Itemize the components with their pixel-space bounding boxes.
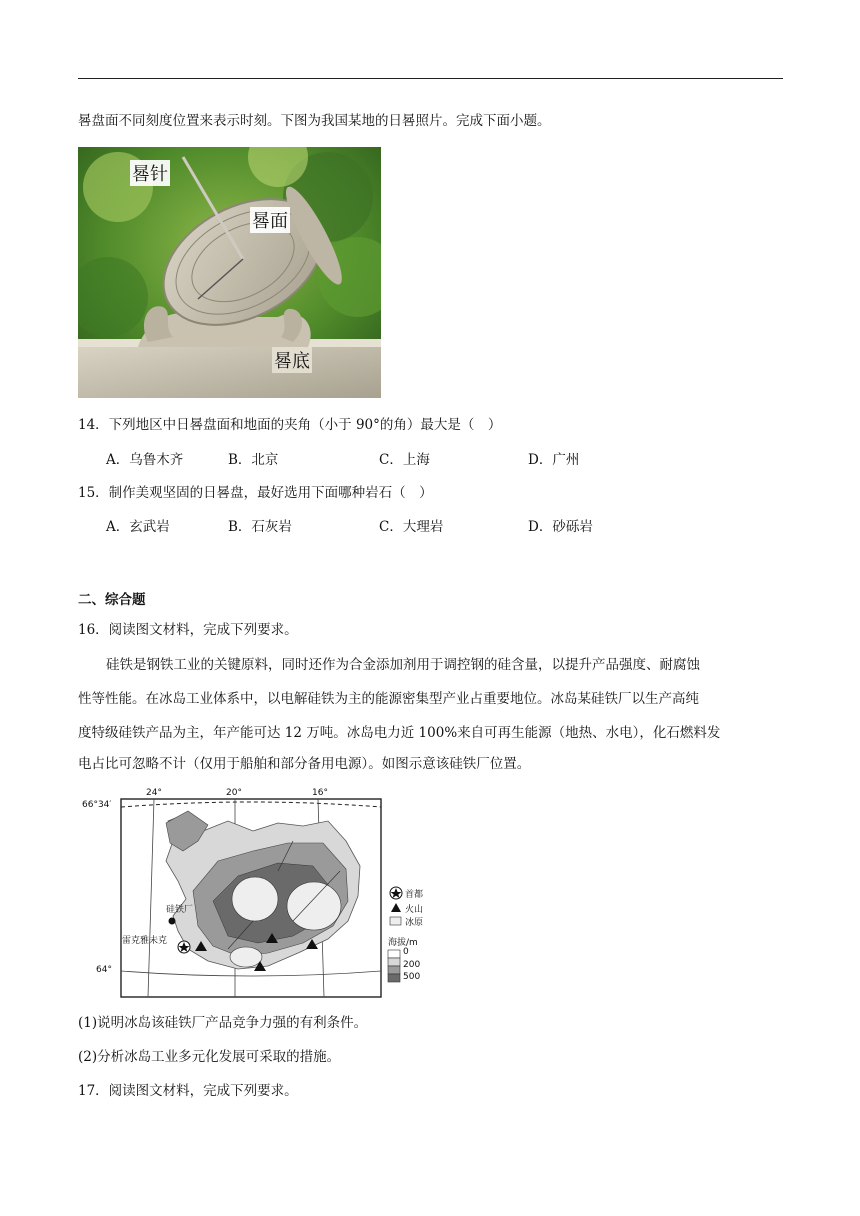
label-lon-20: 20° (226, 788, 242, 798)
sundial-illustration (78, 147, 381, 398)
intro-text: 晷盘面不同刻度位置来表示时刻。下图为我国某地的日晷照片。完成下面小题。 (78, 113, 551, 129)
icecap (287, 882, 341, 930)
iceland-map (78, 781, 430, 1001)
sundial-photo (78, 147, 381, 398)
q16-sub1: (1)说明冰岛该硅铁厂产品竞争力强的有利条件。 (78, 1015, 368, 1031)
q14-option-c[interactable]: C．上海 (379, 452, 430, 468)
q14-option-d[interactable]: D．广州 (528, 452, 580, 468)
label-lon-16: 16° (312, 788, 328, 798)
legend-elev-500: 500 (403, 972, 421, 982)
icecap (232, 877, 278, 921)
q14-option-a[interactable]: A．乌鲁木齐 (106, 452, 184, 468)
q16-stem: 16．阅读图文材料，完成下列要求。 (78, 622, 298, 638)
q15-option-a[interactable]: A．玄武岩 (106, 519, 170, 535)
q16-paragraph-line: 硅铁是钢铁工业的关键原料，同时还作为合金添加剂用于调控钢的硅含量，以提升产品强度、耐腐蚀 (106, 657, 700, 673)
legend-volcano-label: 火山 (405, 905, 424, 915)
label-lat-bottom: 64° (96, 965, 112, 975)
q15-option-d[interactable]: D．砂砾岩 (528, 519, 593, 535)
label-plant: 硅铁厂 (166, 905, 194, 915)
q16-paragraph-line: 电占比可忽略不计（仅用于船舶和部分备用电源）。如图示意该硅铁厂位置。 (78, 756, 531, 772)
legend-capital-label: 首都 (405, 890, 424, 900)
label-dial-base: 晷底 (272, 347, 312, 373)
legend-icecap-label: 冰原 (405, 918, 424, 928)
q14-stem: 14．下列地区中日晷盘面和地面的夹角（小于 90°的角）最大是（ ） (78, 417, 502, 433)
legend-elev-0: 0 (403, 947, 409, 957)
q15-option-b[interactable]: B．石灰岩 (228, 519, 292, 535)
icecap (230, 947, 262, 967)
header-rule (78, 78, 783, 79)
label-lat-top: 66°34′ (82, 800, 112, 810)
plant-marker-icon (169, 918, 176, 925)
legend-elevation-title: 海拔/m (388, 938, 418, 948)
section-title: 二、综合题 (78, 592, 146, 608)
label-dial-face: 晷面 (250, 207, 290, 233)
label-lon-24: 24° (146, 788, 162, 798)
q17-stem: 17．阅读图文材料，完成下列要求。 (78, 1083, 298, 1099)
q16-paragraph-line: 度特级硅铁产品为主，年产能可达 12 万吨。冰岛电力近 100%来自可再生能源（地热、水电），化石燃料发 (78, 725, 721, 741)
legend-volcano-icon (391, 903, 401, 912)
legend-icecap-icon (390, 917, 401, 925)
q15-option-c[interactable]: C．大理岩 (379, 519, 444, 535)
q14-option-b[interactable]: B．北京 (228, 452, 279, 468)
q16-paragraph-line: 性等性能。在冰岛工业体系中，以电解硅铁为主的能源密集型产业占重要地位。冰岛某硅铁厂以生产高纯 (78, 691, 699, 707)
label-capital: 雷克雅未克 (122, 936, 168, 946)
label-gnomon: 晷针 (130, 160, 170, 186)
legend-elev-200: 200 (403, 960, 421, 970)
q16-sub2: (2)分析冰岛工业多元化发展可采取的措施。 (78, 1049, 341, 1065)
q15-stem: 15．制作美观坚固的日晷盘，最好选用下面哪种岩石（ ） (78, 485, 433, 501)
